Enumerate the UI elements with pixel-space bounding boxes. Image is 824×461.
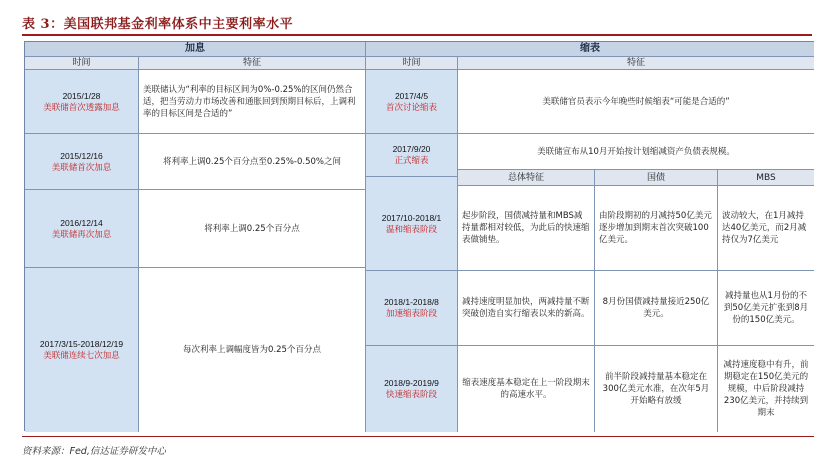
taper-feature: 美联储宣布从10月开始按计划缩减资产负债表规模。 bbox=[458, 134, 814, 170]
taper-tag: 温和缩表阶段 bbox=[385, 224, 437, 235]
taper-tag: 加速缩表阶段 bbox=[385, 309, 437, 319]
taper-treasury: 由阶段期初的月减持50亿美元逐步增加到期末首次突破100亿美元。 bbox=[595, 186, 718, 271]
hike-col-feature: 特征 bbox=[139, 57, 366, 70]
taper-date-cell bbox=[366, 134, 458, 177]
taper-tag: 正式缩表 bbox=[394, 156, 429, 166]
hike-feature: 美联储认为“利率的目标区间为0%-0.25%的区间仍然合适，把当劳动力市场改善和通胀回到预期目标后，上调利率的目标区间是合适的” bbox=[139, 70, 366, 134]
taper-date: 2018/9-2019/9 bbox=[384, 378, 439, 388]
taper-date-cell bbox=[366, 271, 458, 346]
taper-sub-mbs: MBS bbox=[718, 170, 814, 186]
hike-date: 2015/1/28 bbox=[62, 90, 101, 101]
taper-overall: 减持速度明显加快，两减持量不断突破创造自实行缩表以来的新高。 bbox=[458, 271, 595, 346]
taper-mbs: 减持速度稳中有升，前期稳定在150亿美元的规模，中后阶段减持230亿美元，并持续到期末 bbox=[718, 346, 814, 432]
table-title: 表 3：美国联邦基金利率体系中主要利率水平 bbox=[22, 17, 294, 32]
hike-date-cell bbox=[25, 190, 139, 268]
taper-date-cell bbox=[366, 177, 458, 271]
hike-tag: 美联储首次透露加息 bbox=[43, 102, 120, 113]
hike-col-time: 时间 bbox=[25, 57, 139, 70]
hike-feature: 将利率上调0.25个百分点至0.25%-0.50%之间 bbox=[139, 134, 366, 190]
taper-date-cell bbox=[366, 346, 458, 432]
taper-date-cell bbox=[366, 70, 458, 134]
taper-overall: 缩表速度基本稳定在上一阶段期末的高速水平。 bbox=[458, 346, 595, 432]
taper-date: 2018/1-2018/8 bbox=[384, 297, 439, 307]
hike-feature: 将利率上调0.25个百分点 bbox=[139, 190, 366, 268]
hike-date-cell bbox=[25, 70, 139, 134]
taper-section-header: 缩表 bbox=[366, 42, 814, 57]
hike-tag: 美联储首次加息 bbox=[51, 162, 112, 173]
title-bar bbox=[22, 6, 812, 36]
taper-tag: 快速缩表阶段 bbox=[385, 390, 437, 400]
taper-overall: 起步阶段，国债减持量和MBS减持量都相对较低，为此后的快速缩表做铺垫。 bbox=[458, 186, 595, 271]
source-note: 资料来源：Fed,信达证券研发中心 bbox=[22, 436, 814, 457]
hike-date-cell bbox=[25, 268, 139, 432]
hike-tag: 美联储连续七次加息 bbox=[43, 351, 120, 361]
taper-mbs: 减持量也从1月份的不到50亿美元扩张到8月份的150亿美元。 bbox=[718, 271, 814, 346]
taper-date: 2017/10-2018/1 bbox=[381, 212, 442, 223]
taper-col-time: 时间 bbox=[366, 57, 458, 70]
taper-date: 2017/4/5 bbox=[394, 90, 429, 101]
taper-date: 2017/9/20 bbox=[392, 144, 431, 154]
taper-treasury: 前半阶段减持量基本稳定在300亿美元水准，在次年5月开始略有放缓 bbox=[595, 346, 718, 432]
hike-date-cell bbox=[25, 134, 139, 190]
hike-tag: 美联储再次加息 bbox=[51, 229, 112, 240]
rate-table bbox=[24, 41, 814, 431]
taper-col-feature: 特征 bbox=[458, 57, 814, 70]
hike-date: 2016/12/14 bbox=[60, 217, 103, 228]
taper-sub-overall: 总体特征 bbox=[458, 170, 595, 186]
hike-feature: 每次利率上调幅度皆为0.25个百分点 bbox=[139, 268, 366, 432]
taper-feature: 美联储官员表示今年晚些时候缩表“可能是合适的” bbox=[458, 70, 814, 134]
taper-sub-treasury: 国债 bbox=[595, 170, 718, 186]
hike-date: 2015/12/16 bbox=[60, 150, 103, 161]
taper-treasury: 8月份国债减持量接近250亿美元。 bbox=[595, 271, 718, 346]
taper-mbs: 波动较大，在1月减持达40亿美元，而2月减持仅为7亿美元 bbox=[718, 186, 814, 271]
hike-section-header: 加息 bbox=[25, 42, 366, 57]
taper-tag: 首次讨论缩表 bbox=[385, 102, 437, 113]
hike-date: 2017/3/15-2018/12/19 bbox=[39, 339, 124, 349]
